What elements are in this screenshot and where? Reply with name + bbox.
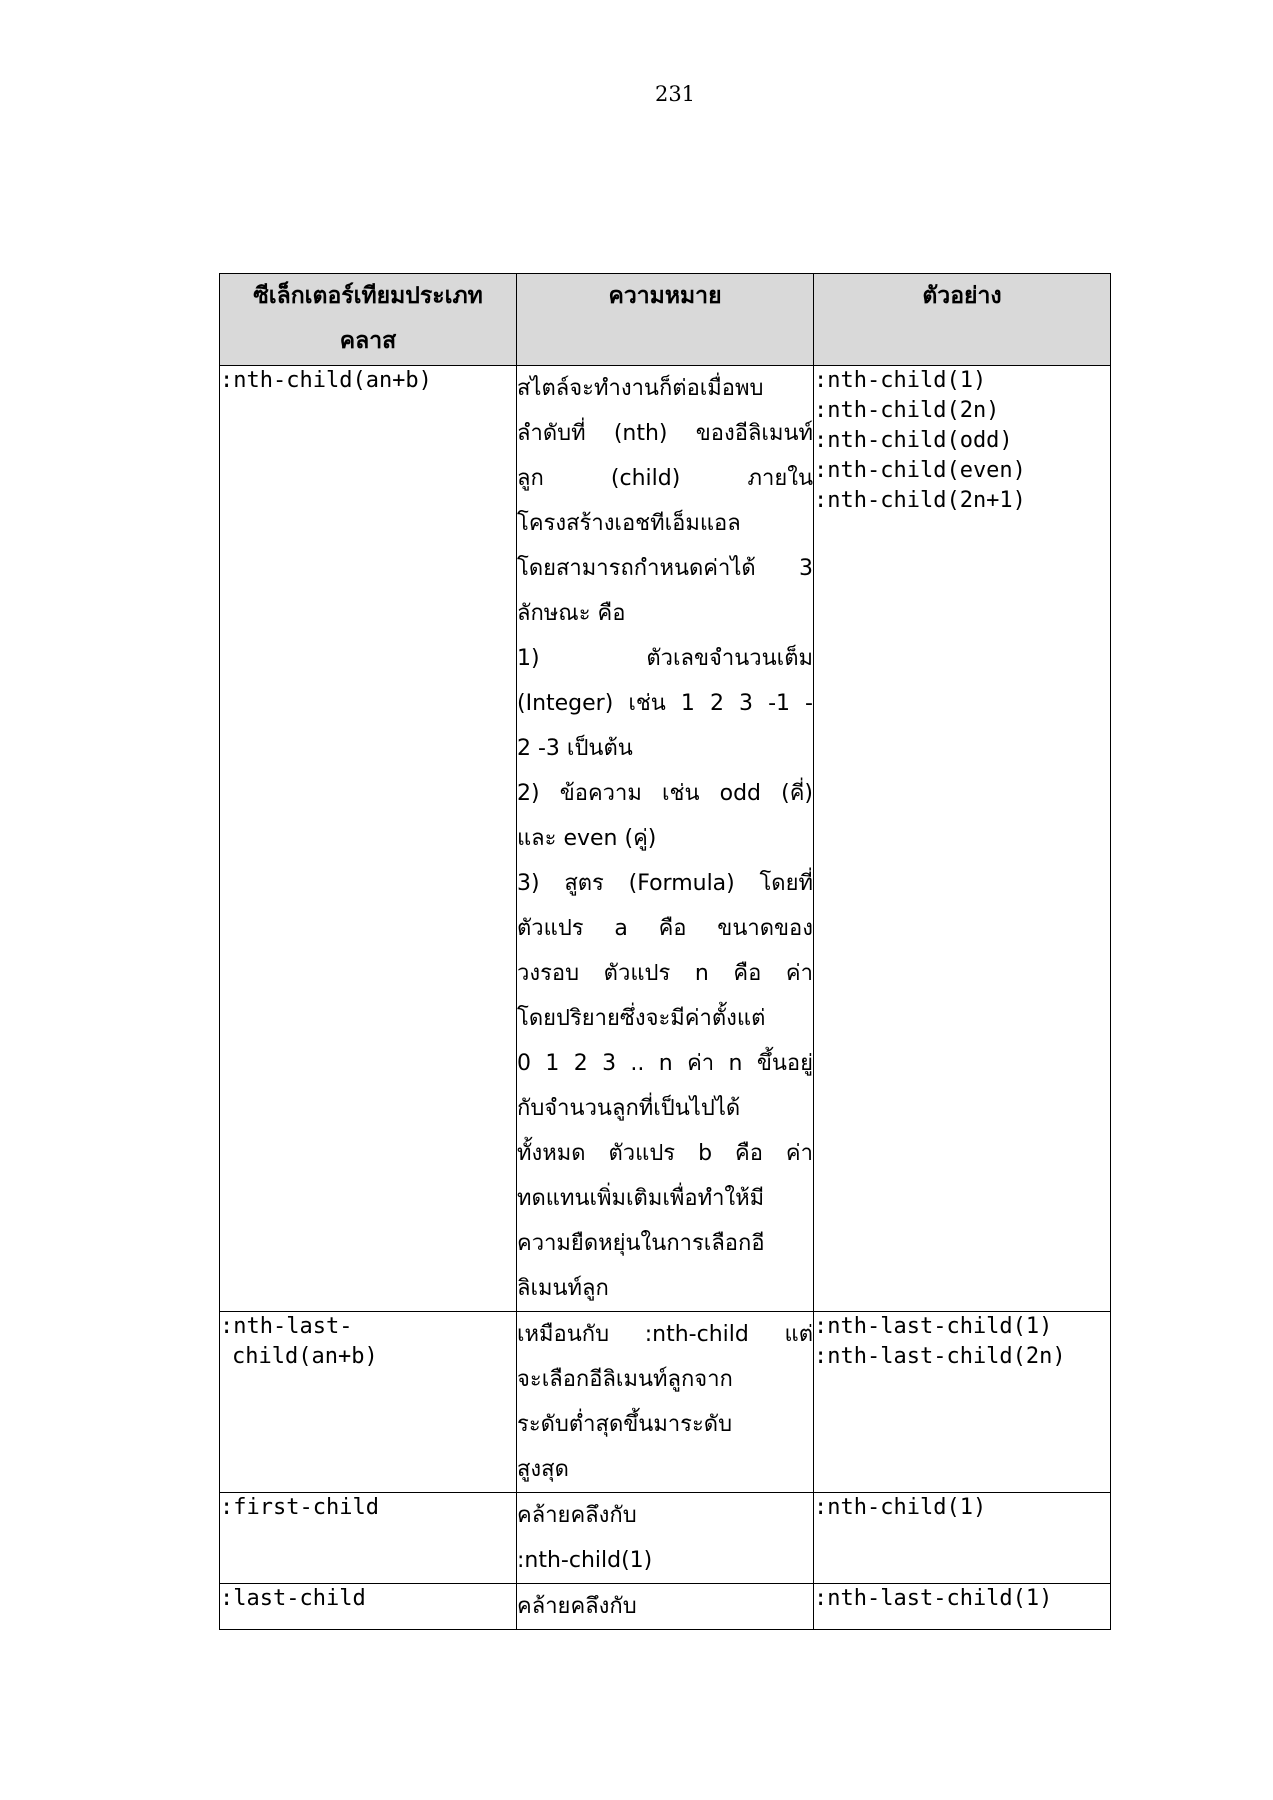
example-text: :nth-last-child(1)	[814, 1314, 1053, 1339]
example-text: :nth-child(1)	[814, 1495, 987, 1520]
meaning-line: กับจำนวนลูกที่เป็นไปได้	[517, 1096, 741, 1121]
example-text: :nth-last-child(1)	[814, 1586, 1053, 1611]
example-text: :nth-child(1)	[814, 368, 987, 393]
example-cell	[814, 1312, 1111, 1493]
table-row	[220, 1312, 1111, 1493]
meaning-cell	[517, 1493, 814, 1584]
example-cell	[814, 1584, 1111, 1630]
header-example	[814, 274, 1111, 366]
meaning-line: 0 1 2 3 .. n ค่า n ขึ้นอยู่	[517, 1051, 813, 1076]
header-meaning-line: ความหมาย	[608, 283, 722, 309]
header-meaning	[517, 274, 814, 366]
pseudo-class-selector-table	[219, 273, 1111, 1630]
meaning-line: ระดับต่ำสุดขึ้นมาระดับ	[517, 1412, 733, 1437]
selector-text: :first-child	[220, 1495, 379, 1520]
meaning-line: ทดแทนเพิ่มเติมเพื่อทำให้มี	[517, 1186, 765, 1211]
meaning-line: สูงสุด	[517, 1457, 569, 1482]
header-selector-line: คลาส	[339, 328, 397, 354]
selector-text: :last-child	[220, 1586, 366, 1611]
meaning-cell	[517, 1584, 814, 1630]
selector-cell	[220, 366, 517, 1312]
header-example-line: ตัวอย่าง	[922, 283, 1002, 309]
selector-cell	[220, 1584, 517, 1630]
table-header-row	[220, 274, 1111, 366]
example-text: :nth-child(2n+1)	[814, 488, 1026, 513]
meaning-line: เหมือนกับ :nth-child แต่	[517, 1322, 813, 1347]
meaning-line: ทั้งหมด ตัวแปร b คือ ค่า	[517, 1141, 813, 1166]
meaning-line: โดยปริยายซึ่งจะมีค่าตั้งแต่	[517, 1006, 766, 1031]
meaning-line: วงรอบ ตัวแปร n คือ ค่า	[517, 961, 813, 986]
page-number: 231	[654, 82, 696, 106]
meaning-line: ลิเมนท์ลูก	[517, 1276, 609, 1301]
selector-text: child(an+b)	[232, 1344, 378, 1369]
table-row	[220, 366, 1111, 1312]
meaning-line: ลำดับที่ (nth) ของอีลิเมนท์	[517, 421, 813, 446]
header-selector	[220, 274, 517, 366]
table-row	[220, 1493, 1111, 1584]
meaning-line: ตัวแปร a คือ ขนาดของ	[517, 916, 813, 941]
meaning-line: ความยืดหยุ่นในการเลือกอี	[517, 1231, 765, 1256]
table-row	[220, 1584, 1111, 1630]
meaning-line: คล้ายคลึงกับ	[517, 1594, 637, 1619]
meaning-line: โดยสามารถกำหนดค่าได้ 3	[517, 556, 813, 581]
selector-text: :nth-child(an+b)	[220, 368, 432, 393]
meaning-line: สไตล์จะทำงานก็ต่อเมื่อพบ	[517, 376, 764, 401]
example-text: :nth-child(2n)	[814, 398, 1000, 423]
meaning-line: 2 -3 เป็นต้น	[517, 736, 633, 761]
example-cell	[814, 366, 1111, 1312]
meaning-line: (Integer) เช่น 1 2 3 -1 -	[517, 691, 813, 716]
selector-cell	[220, 1312, 517, 1493]
meaning-line: ลูก (child) ภายใน	[517, 466, 813, 491]
example-text: :nth-child(odd)	[814, 428, 1013, 453]
example-cell	[814, 1493, 1111, 1584]
meaning-line: 2) ข้อความ เช่น odd (คี่)	[517, 781, 813, 806]
example-text: :nth-last-child(2n)	[814, 1344, 1066, 1369]
selector-cell	[220, 1493, 517, 1584]
meaning-line: ลักษณะ คือ	[517, 601, 626, 626]
meaning-cell	[517, 1312, 814, 1493]
meaning-cell	[517, 366, 814, 1312]
example-text: :nth-child(even)	[814, 458, 1026, 483]
meaning-line: โครงสร้างเอชทีเอ็มแอล	[517, 511, 741, 536]
meaning-line: จะเลือกอีลิเมนท์ลูกจาก	[517, 1367, 733, 1392]
meaning-line: :nth-child(1)	[517, 1548, 653, 1573]
meaning-line: และ even (คู่)	[517, 826, 657, 851]
meaning-line: 3) สูตร (Formula) โดยที่	[517, 871, 813, 896]
meaning-line: คล้ายคลึงกับ	[517, 1503, 637, 1528]
header-selector-line: ซีเล็กเตอร์เทียมประเภท	[253, 283, 483, 309]
meaning-line: 1) ตัวเลขจำนวนเต็ม	[517, 646, 813, 671]
selector-text: :nth-last-	[220, 1314, 353, 1339]
